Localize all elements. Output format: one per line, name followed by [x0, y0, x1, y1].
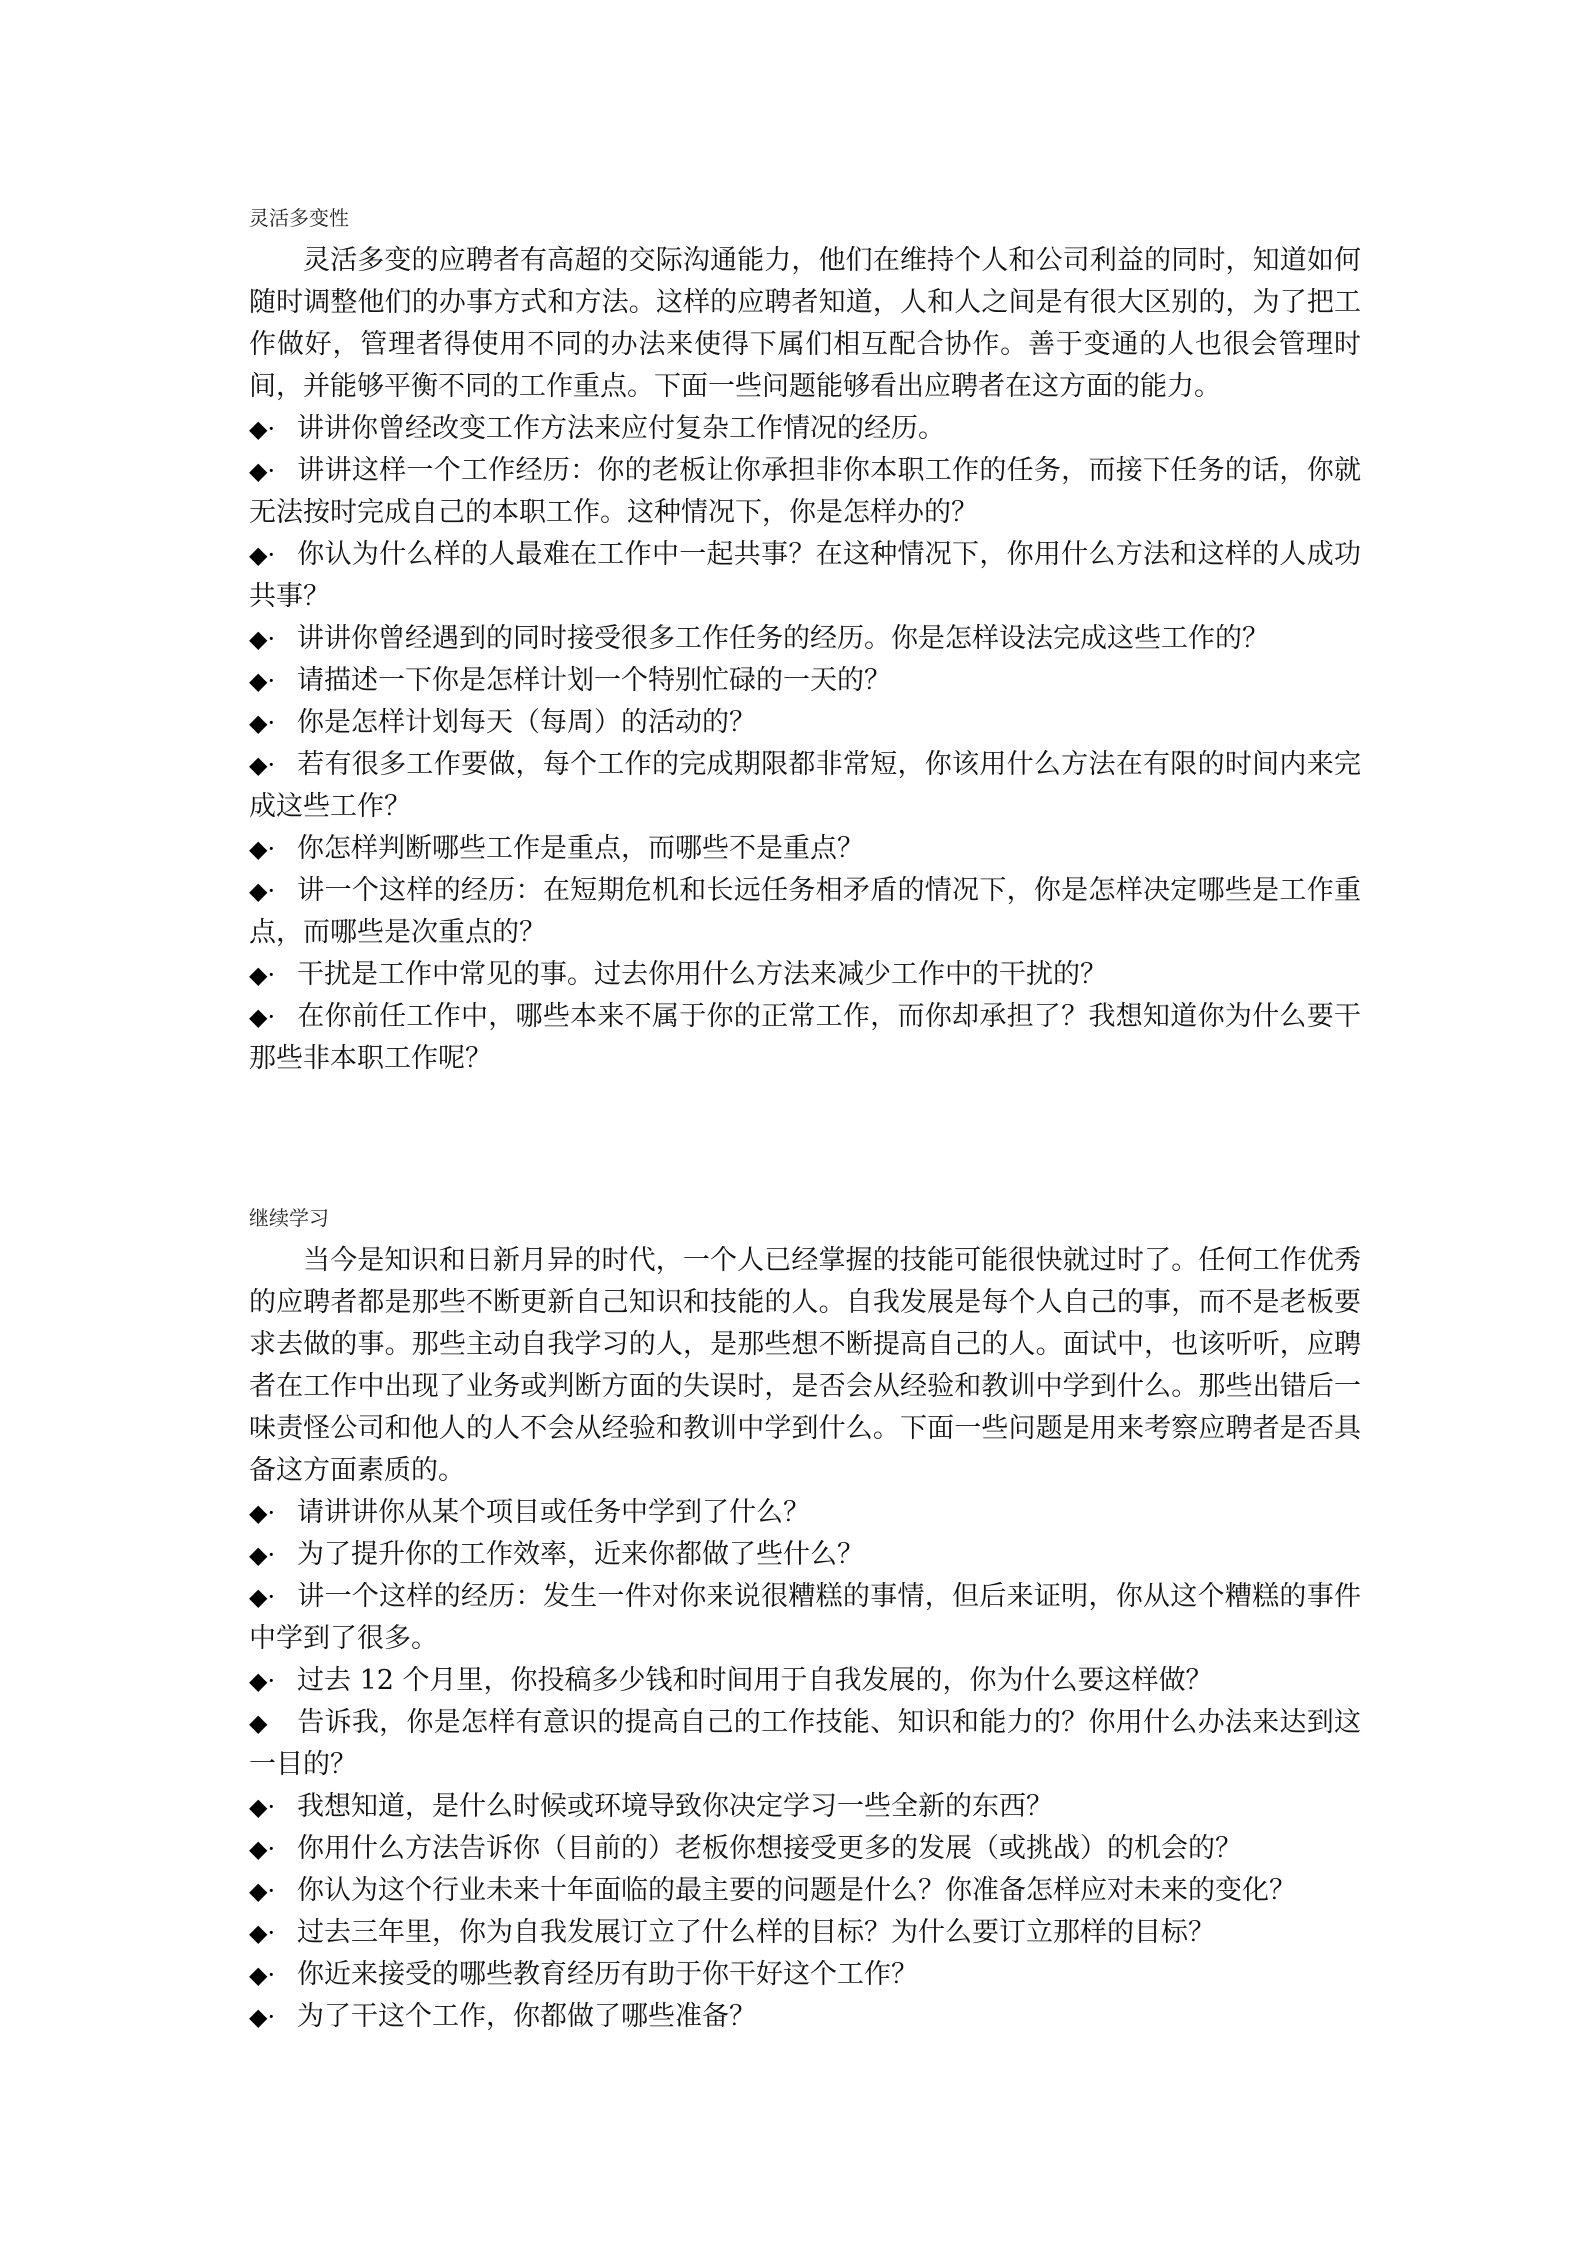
diamond-bullet-icon: ◆·: [249, 751, 276, 779]
question-item: [249, 1534, 1361, 1576]
section-heading: 灵活多变性: [249, 206, 349, 230]
diamond-bullet-icon: ◆·: [249, 1003, 276, 1031]
diamond-bullet-icon: ◆·: [249, 415, 276, 443]
question-item: [249, 1996, 1361, 2038]
question-item: [249, 408, 1361, 450]
question-text: 过去 12 个月里，你投稿多少钱和时间用于自我发展的，你为什么要这样做？: [297, 1665, 1213, 1696]
question-text: 你怎样判断哪些工作是重点，而哪些不是重点？: [297, 833, 864, 864]
question-item: [249, 1492, 1361, 1534]
question-item: [249, 618, 1361, 660]
question-item: [249, 1702, 1361, 1786]
question-text: 请描述一下你是怎样计划一个特别忙碌的一天的？: [297, 665, 891, 696]
diamond-bullet-icon: ◆·: [249, 667, 276, 695]
section-flexibility: [249, 204, 1361, 1080]
diamond-bullet-icon: ◆·: [249, 709, 276, 737]
question-text: 若有很多工作要做，每个工作的完成期限都非常短，你该用什么方法在有限的时间内来完成这些工作？: [249, 749, 1361, 822]
question-item: [249, 828, 1361, 870]
diamond-bullet-icon: ◆·: [249, 1961, 276, 1989]
question-text: 讲讲你曾经遇到的同时接受很多工作任务的经历。你是怎样设法完成这些工作的？: [297, 623, 1269, 654]
diamond-bullet-icon: ◆·: [249, 457, 276, 485]
section-heading: 继续学习: [249, 1206, 329, 1230]
question-text: 讲一个这样的经历：在短期危机和长远任务相矛盾的情况下，你是怎样决定哪些是工作重点，而哪些是次重点的？: [249, 875, 1361, 948]
question-item: [249, 1660, 1361, 1702]
question-text: 为了提升你的工作效率，近来你都做了些什么？: [297, 1539, 864, 1570]
question-text: 你认为什么样的人最难在工作中一起共事？在这种情况下，你用什么方法和这样的人成功共事？: [249, 539, 1361, 612]
diamond-bullet-icon: ◆·: [249, 1667, 276, 1695]
diamond-bullet-icon: ◆·: [249, 541, 276, 569]
question-text: 我想知道，是什么时候或环境导致你决定学习一些全新的东西？: [297, 1791, 1053, 1822]
question-text: 你认为这个行业未来十年面临的最主要的问题是什么？你准备怎样应对未来的变化？: [297, 1875, 1296, 1906]
question-text: 讲一个这样的经历：发生一件对你来说很糟糕的事情，但后来证明，你从这个糟糕的事件中学到了很多。: [249, 1581, 1361, 1654]
diamond-bullet-icon: ◆·: [249, 1793, 276, 1821]
question-item: [249, 954, 1361, 996]
question-item: [249, 1912, 1361, 1954]
diamond-bullet-icon: ◆·: [249, 961, 276, 989]
question-text: 为了干这个工作，你都做了哪些准备？: [297, 2001, 756, 2032]
question-item: [249, 534, 1361, 618]
section-paragraph: 灵活多变的应聘者有高超的交际沟通能力，他们在维持个人和公司利益的同时，知道如何随时调整他们的办事方式和方法。这样的应聘者知道，人和人之间是有很大区别的，为了把工作做好，管理者得使用不同的办法来使得下属们相互配合协作。善于变通的人也很会管理时间，并能够平衡不同的工作重点。下面一些问题能够看出应聘者在这方面的能力。: [249, 245, 1361, 402]
question-item: [249, 1870, 1361, 1912]
question-item: [249, 450, 1361, 534]
diamond-bullet-icon: ◆: [249, 1709, 276, 1737]
diamond-bullet-icon: ◆·: [249, 1877, 276, 1905]
diamond-bullet-icon: ◆·: [249, 625, 276, 653]
question-text: 讲讲你曾经改变工作方法来应付复杂工作情况的经历。: [297, 413, 945, 444]
section-paragraph: 当今是知识和日新月异的时代，一个人已经掌握的技能可能很快就过时了。任何工作优秀的应聘者都是那些不断更新自己知识和技能的人。自我发展是每个人自己的事，而不是老板要求去做的事。那些主动自我学习的人，是那些想不断提高自己的人。面试中，也该听听，应聘者在工作中出现了业务或判断方面的失误时，是否会从经验和教训中学到什么。那些出错后一味责怪公司和他人的人不会从经验和教训中学到什么。下面一些问题是用来考察应聘者是否具备这方面素质的。: [249, 1245, 1361, 1486]
diamond-bullet-icon: ◆·: [249, 2003, 276, 2031]
question-item: [249, 660, 1361, 702]
question-item: [249, 996, 1361, 1080]
question-item: [249, 744, 1361, 828]
question-text: 告诉我，你是怎样有意识的提高自己的工作技能、知识和能力的？你用什么办法来达到这一目的？: [249, 1707, 1361, 1780]
question-item: [249, 1954, 1361, 1996]
question-text: 过去三年里，你为自我发展订立了什么样的目标？为什么要订立那样的目标？: [297, 1917, 1215, 1948]
diamond-bullet-icon: ◆·: [249, 1583, 276, 1611]
section-continuous-learning: [249, 1204, 1361, 2038]
question-text: 在你前任工作中，哪些本来不属于你的正常工作，而你却承担了？我想知道你为什么要干那些非本职工作呢？: [249, 1001, 1361, 1074]
diamond-bullet-icon: ◆·: [249, 1835, 276, 1863]
question-list: [249, 408, 1361, 1080]
diamond-bullet-icon: ◆·: [249, 835, 276, 863]
question-item: [249, 870, 1361, 954]
question-item: [249, 702, 1361, 744]
diamond-bullet-icon: ◆·: [249, 1541, 276, 1569]
question-text: 你近来接受的哪些教育经历有助于你干好这个工作？: [297, 1959, 918, 1990]
diamond-bullet-icon: ◆·: [249, 1919, 276, 1947]
question-item: [249, 1576, 1361, 1660]
question-item: [249, 1786, 1361, 1828]
question-text: 讲讲这样一个工作经历：你的老板让你承担非你本职工作的任务，而接下任务的话，你就无法按时完成自己的本职工作。这种情况下，你是怎样办的？: [249, 455, 1361, 528]
diamond-bullet-icon: ◆·: [249, 1499, 276, 1527]
question-text: 你用什么方法告诉你（目前的）老板你想接受更多的发展（或挑战）的机会的？: [297, 1833, 1242, 1864]
diamond-bullet-icon: ◆·: [249, 877, 276, 905]
question-item: [249, 1828, 1361, 1870]
question-text: 干扰是工作中常见的事。过去你用什么方法来减少工作中的干扰的？: [297, 959, 1107, 990]
question-text: 你是怎样计划每天（每周）的活动的？: [297, 707, 756, 738]
question-list: [249, 1492, 1361, 2038]
question-text: 请讲讲你从某个项目或任务中学到了什么？: [297, 1497, 810, 1528]
